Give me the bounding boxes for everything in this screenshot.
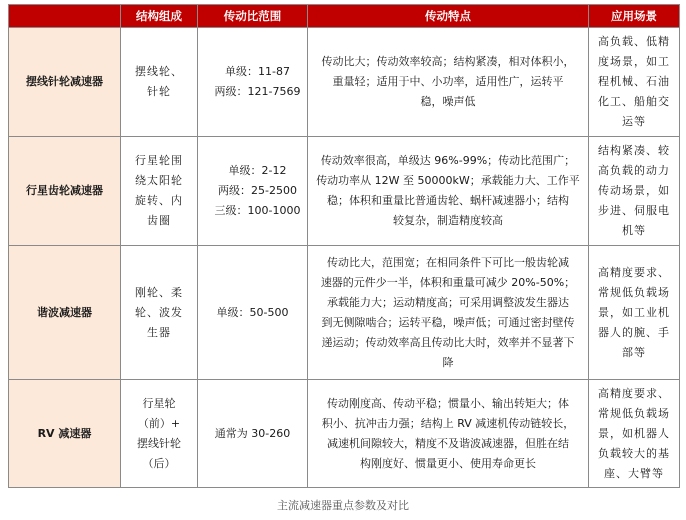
applications-cell: [589, 137, 680, 246]
cell-line: 积小、抗冲击力强；结构上 RV 减速机传动链较长，: [321, 416, 575, 430]
row-name: 行星齿轮减速器: [9, 137, 121, 246]
reducer-comparison-table: [8, 4, 680, 488]
cell-line: 结构紧凑、较: [598, 144, 670, 157]
cell-line: 针轮: [147, 85, 171, 98]
cell-line: 化工、船舶交: [598, 95, 670, 108]
cell-line: 高负载的动力: [598, 164, 670, 177]
cell-line: 行星轮围: [135, 154, 183, 167]
cell-line: 度场景，如工: [598, 55, 670, 68]
cell-line: 递运动；传动效率高且传动比大时，效率并不显著下: [321, 335, 575, 349]
structure-cell: [121, 380, 198, 488]
applications-cell: [589, 28, 680, 137]
cell-line: 刚轮、柔: [135, 285, 183, 299]
header-blank: [9, 5, 121, 28]
cell-line: 旋转、内: [135, 194, 183, 207]
cell-line: 通常为 30-260: [214, 426, 291, 440]
cell-line: 传动效率很高，单级达 96%-99%；传动比范围广；: [320, 154, 576, 167]
cell-line: 景，如工业机: [598, 305, 670, 319]
cell-line: 两级：121-7569: [214, 85, 301, 98]
cell-line: 传动功率从 12W 至 50000kW；承载能力大、工作平: [316, 174, 580, 187]
cell-line: 承载能力大；运动精度高；可采用调整波发生器达: [327, 295, 569, 309]
cell-line: 降: [442, 355, 454, 369]
cell-line: 摆线轮、: [135, 65, 183, 78]
cell-line: 高负载、低精: [598, 35, 670, 48]
cell-line: 机等: [622, 224, 646, 237]
cell-line: 稳，噪声低: [420, 95, 476, 108]
cell-line: 单级：50-500: [216, 305, 289, 319]
header-ratio: 传动比范围: [198, 5, 308, 28]
cell-line: 传动比大，范围宽；在相同条件下可比一般齿轮减: [327, 255, 569, 269]
table-row: [9, 246, 680, 380]
header-structure: 结构组成: [121, 5, 198, 28]
cell-line: 减速机间隙较大，精度不及谐波减速器，但胜在结: [327, 436, 569, 450]
features-cell: [308, 137, 589, 246]
cell-line: 摆线针轮: [137, 436, 181, 450]
cell-line: 常规低负载场: [598, 285, 670, 299]
row-name: RV 减速器: [9, 380, 121, 488]
features-cell: [308, 28, 589, 137]
structure-cell: [121, 28, 198, 137]
cell-line: 单级：2-12: [228, 164, 287, 177]
table-row: [9, 28, 680, 137]
cell-line: 传动场景，如: [598, 184, 670, 197]
cell-line: 部等: [622, 345, 646, 359]
ratio-cell: [198, 137, 308, 246]
cell-line: 生器: [147, 325, 171, 339]
cell-line: 轮、波发: [135, 305, 183, 319]
cell-line: 座、大臂等: [604, 466, 664, 480]
cell-line: 高精度要求、: [598, 265, 670, 279]
ratio-cell: [198, 380, 308, 488]
cell-line: 常规低负载场: [598, 406, 670, 420]
ratio-cell: [198, 246, 308, 380]
ratio-cell: [198, 28, 308, 137]
cell-line: 绕太阳轮: [135, 174, 183, 187]
header-features: 传动特点: [308, 5, 589, 28]
cell-line: 重量轻；适用于中、小功率，适用性广，运转平: [332, 75, 564, 88]
cell-line: 单级：11-87: [225, 65, 290, 78]
cell-line: 程机械、石油: [598, 75, 670, 88]
cell-line: 速器的元件少一半，体积和重量可减少 20%-50%；: [320, 275, 576, 289]
cell-line: 两级：25-2500: [218, 184, 297, 197]
header-row: [9, 5, 680, 28]
cell-line: 稳；体积和重量比普通齿轮、蜗杆减速器小；结构: [327, 194, 569, 207]
cell-line: 器人的腕、手: [598, 325, 670, 339]
row-name: 摆线针轮减速器: [9, 28, 121, 137]
cell-line: 景，如机器人: [598, 426, 670, 440]
features-cell: [308, 246, 589, 380]
cell-line: 步进、伺服电: [598, 204, 670, 217]
structure-cell: [121, 246, 198, 380]
table-caption: 主流减速器重点参数及对比: [277, 499, 409, 512]
applications-cell: [589, 246, 680, 380]
cell-line: 齿圈: [147, 214, 171, 227]
header-applications: 应用场景: [589, 5, 680, 28]
table-row: [9, 380, 680, 488]
structure-cell: [121, 137, 198, 246]
cell-line: 构刚度好、惯量更小、使用寿命更长: [360, 456, 536, 470]
cell-line: （前）+: [137, 416, 181, 430]
cell-line: 三级：100-1000: [214, 204, 301, 217]
cell-line: 传动比大；传动效率较高；结构紧凑，相对体积小，: [321, 55, 575, 68]
table-row: [9, 137, 680, 246]
cell-line: 较复杂，制造精度较高: [393, 214, 503, 227]
cell-line: 负载较大的基: [598, 446, 670, 460]
features-cell: [308, 380, 589, 488]
cell-line: 运等: [622, 115, 646, 128]
applications-cell: [589, 380, 680, 488]
cell-line: 行星轮: [142, 396, 176, 410]
cell-line: （后）: [142, 456, 176, 470]
row-name: 谐波减速器: [9, 246, 121, 380]
cell-line: 高精度要求、: [598, 386, 670, 400]
cell-line: 传动刚度高、传动平稳；惯量小、输出转矩大；体: [327, 396, 569, 410]
cell-line: 到无侧隙啮合；运转平稳，噪声低；可通过密封壁传: [321, 315, 575, 329]
